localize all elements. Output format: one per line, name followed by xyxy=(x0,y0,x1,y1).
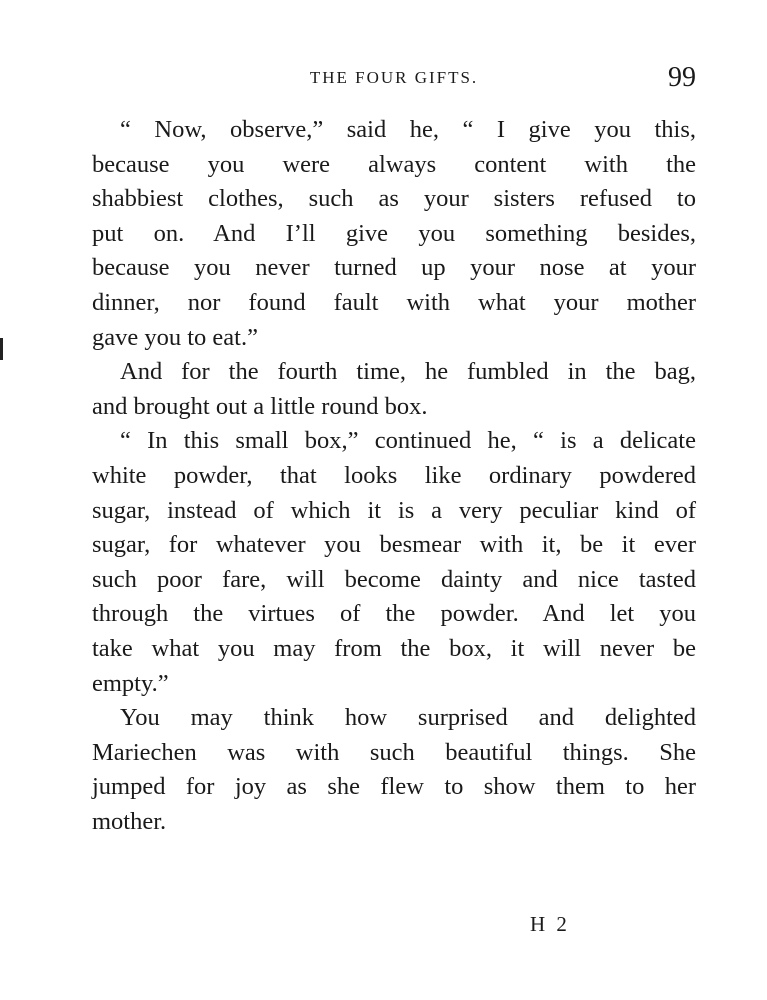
text-line: mother. xyxy=(92,807,167,835)
text-line: shabbiest clothes, such as your sisters refused to xyxy=(92,185,696,213)
text-line: put on. And I’ll give you something besides, xyxy=(92,219,696,247)
paragraph-3 xyxy=(92,424,696,701)
text-line: empty.” xyxy=(92,669,169,697)
text-line: sugar, for whatever you besmear with it, be it ever xyxy=(92,531,696,559)
text-line: such poor fare, will become dainty and nice tasted xyxy=(92,565,696,593)
running-head xyxy=(92,62,696,96)
page-number: 99 xyxy=(668,62,696,93)
page-edge-mark xyxy=(0,338,3,360)
text-line: take what you may from the box, it will never be xyxy=(92,634,696,662)
text-line: gave you to eat.” xyxy=(92,323,258,351)
text-line: white powder, that looks like ordinary powdered xyxy=(92,461,696,489)
text-line: because you were always content with the xyxy=(92,150,696,178)
running-title: THE FOUR GIFTS. xyxy=(309,68,479,87)
text-line: You may think how surprised and delighted xyxy=(120,704,696,732)
paragraph-2 xyxy=(92,355,696,424)
text-line: dinner, nor found fault with what your mother xyxy=(92,288,696,316)
paragraph-4 xyxy=(92,701,696,839)
text-line: “ Now, observe,” said he, “ I give you this, xyxy=(120,116,696,143)
text-line: Mariechen was with such beautiful things. She xyxy=(92,738,696,766)
paragraph-1 xyxy=(92,113,696,355)
text-line: jumped for joy as she flew to show them to her xyxy=(92,773,696,801)
text-line: “ In this small box,” continued he, “ is a delicate xyxy=(120,427,696,455)
signature-mark: H 2 xyxy=(530,912,570,936)
text-line: because you never turned up your nose at your xyxy=(92,254,696,282)
text-line: sugar, instead of which it is a very peculiar kind of xyxy=(92,496,696,524)
body-text xyxy=(92,113,696,839)
text-line: through the virtues of the powder. And let you xyxy=(92,600,696,628)
text-line: And for the fourth time, he fumbled in the bag, xyxy=(120,358,696,386)
text-line: and brought out a little round box. xyxy=(92,392,428,420)
